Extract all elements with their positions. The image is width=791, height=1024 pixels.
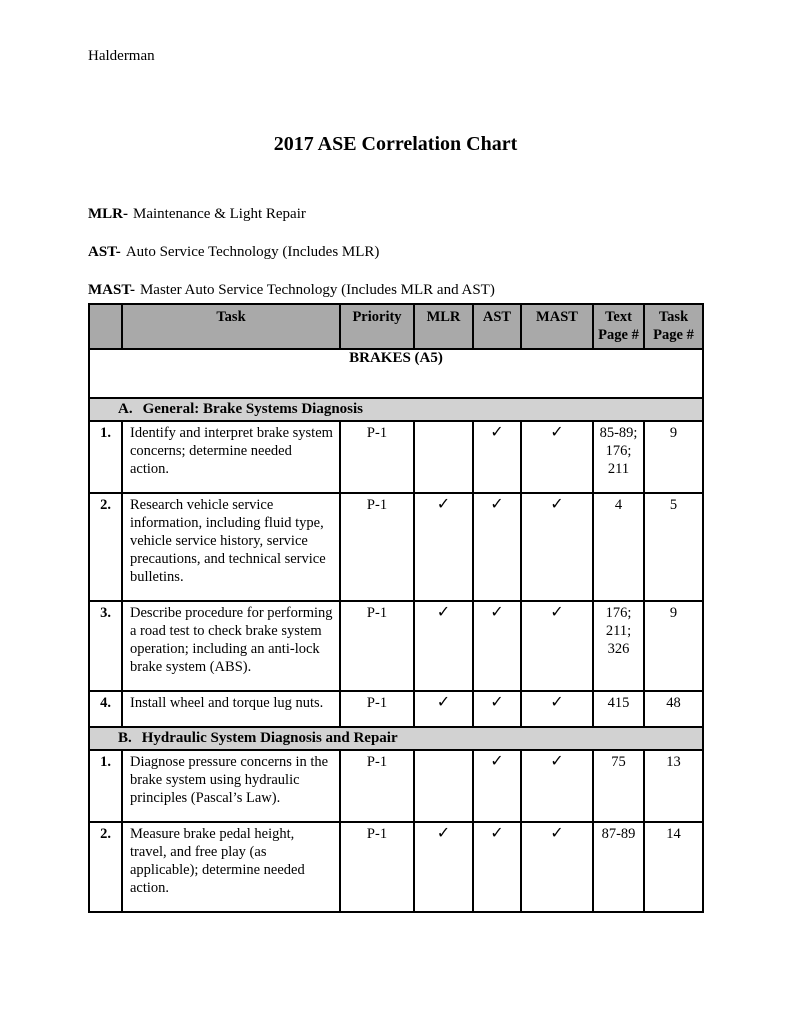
- header-task: Task: [122, 304, 340, 349]
- ast-check: ✓: [473, 750, 521, 822]
- chapter-row: [89, 349, 703, 398]
- task-page-value: 5: [644, 493, 703, 601]
- section-header: [89, 727, 703, 750]
- legend-abbr: AST-: [88, 244, 121, 260]
- row-number: 4.: [89, 691, 122, 727]
- section-header: [89, 398, 703, 421]
- section-header-row: [89, 398, 703, 421]
- task-page-value: 13: [644, 750, 703, 822]
- text-page-value: 176; 211; 326: [593, 601, 644, 691]
- mlr-check: ✓: [414, 691, 473, 727]
- task-text: Describe procedure for performing a road test to check brake system operation; including an anti-lock brake system (ABS).: [122, 601, 340, 691]
- row-number: 1.: [89, 421, 122, 493]
- mast-check: ✓: [521, 493, 593, 601]
- header-priority: Priority: [340, 304, 414, 349]
- task-row: [89, 601, 703, 691]
- priority-value: P-1: [340, 421, 414, 493]
- mlr-check: ✓: [414, 601, 473, 691]
- task-text: Diagnose pressure concerns in the brake system using hydraulic principles (Pascal’s Law).: [122, 750, 340, 822]
- task-row: [89, 493, 703, 601]
- priority-value: P-1: [340, 493, 414, 601]
- text-page-value: 85-89; 176; 211: [593, 421, 644, 493]
- author-name: Halderman: [88, 48, 155, 64]
- legend-text: Master Auto Service Technology (Includes MLR and AST): [139, 282, 495, 298]
- mast-check: ✓: [521, 421, 593, 493]
- legend-item: [88, 282, 495, 299]
- chapter-title: BRAKES (A5): [89, 349, 703, 398]
- section-label: General: Brake Systems Diagnosis: [142, 401, 364, 417]
- legend-abbr: MAST-: [88, 282, 135, 298]
- task-page-value: 9: [644, 421, 703, 493]
- ast-check: ✓: [473, 822, 521, 912]
- header-num: [89, 304, 122, 349]
- task-page-value: 48: [644, 691, 703, 727]
- mast-check: ✓: [521, 601, 593, 691]
- mast-check: ✓: [521, 691, 593, 727]
- page-title: 2017 ASE Correlation Chart: [273, 133, 518, 155]
- legend-text: Maintenance & Light Repair: [133, 206, 306, 222]
- mlr-check: [414, 750, 473, 822]
- section-prefix: A.: [118, 401, 133, 417]
- legend-item: [88, 206, 495, 223]
- row-number: 3.: [89, 601, 122, 691]
- task-page-value: 9: [644, 601, 703, 691]
- table-header: [89, 304, 703, 349]
- header-task-page: Task Page #: [644, 304, 703, 349]
- priority-value: P-1: [340, 691, 414, 727]
- mlr-check: ✓: [414, 493, 473, 601]
- task-row: [89, 822, 703, 912]
- task-text: Identify and interpret brake system concerns; determine needed action.: [122, 421, 340, 493]
- text-page-value: 4: [593, 493, 644, 601]
- correlation-table: [88, 303, 704, 913]
- header-mast: MAST: [521, 304, 593, 349]
- section-label: Hydraulic System Diagnosis and Repair: [141, 730, 398, 746]
- ast-check: ✓: [473, 691, 521, 727]
- task-text: Install wheel and torque lug nuts.: [122, 691, 340, 727]
- task-text: Measure brake pedal height, travel, and free play (as applicable); determine needed action.: [122, 822, 340, 912]
- mlr-check: ✓: [414, 822, 473, 912]
- text-page-value: 87-89: [593, 822, 644, 912]
- ast-check: ✓: [473, 421, 521, 493]
- header-ast: AST: [473, 304, 521, 349]
- task-page-value: 14: [644, 822, 703, 912]
- text-page-value: 75: [593, 750, 644, 822]
- ast-check: ✓: [473, 601, 521, 691]
- priority-value: P-1: [340, 750, 414, 822]
- row-number: 1.: [89, 750, 122, 822]
- task-row: [89, 691, 703, 727]
- section-header-row: [89, 727, 703, 750]
- task-row: [89, 421, 703, 493]
- mast-check: ✓: [521, 750, 593, 822]
- header-text-page: Text Page #: [593, 304, 644, 349]
- priority-value: P-1: [340, 822, 414, 912]
- legend-item: [88, 244, 495, 261]
- header-row: [89, 304, 703, 349]
- priority-value: P-1: [340, 601, 414, 691]
- legend-text: Auto Service Technology (Includes MLR): [125, 244, 380, 260]
- mlr-check: [414, 421, 473, 493]
- ast-check: ✓: [473, 493, 521, 601]
- task-row: [89, 750, 703, 822]
- header-mlr: MLR: [414, 304, 473, 349]
- mast-check: ✓: [521, 822, 593, 912]
- section-prefix: B.: [118, 730, 132, 746]
- task-text: Research vehicle service information, including fluid type, vehicle service history, service precautions, and technical service bulletins.: [122, 493, 340, 601]
- row-number: 2.: [89, 822, 122, 912]
- text-page-value: 415: [593, 691, 644, 727]
- row-number: 2.: [89, 493, 122, 601]
- legend-abbr: MLR-: [88, 206, 128, 222]
